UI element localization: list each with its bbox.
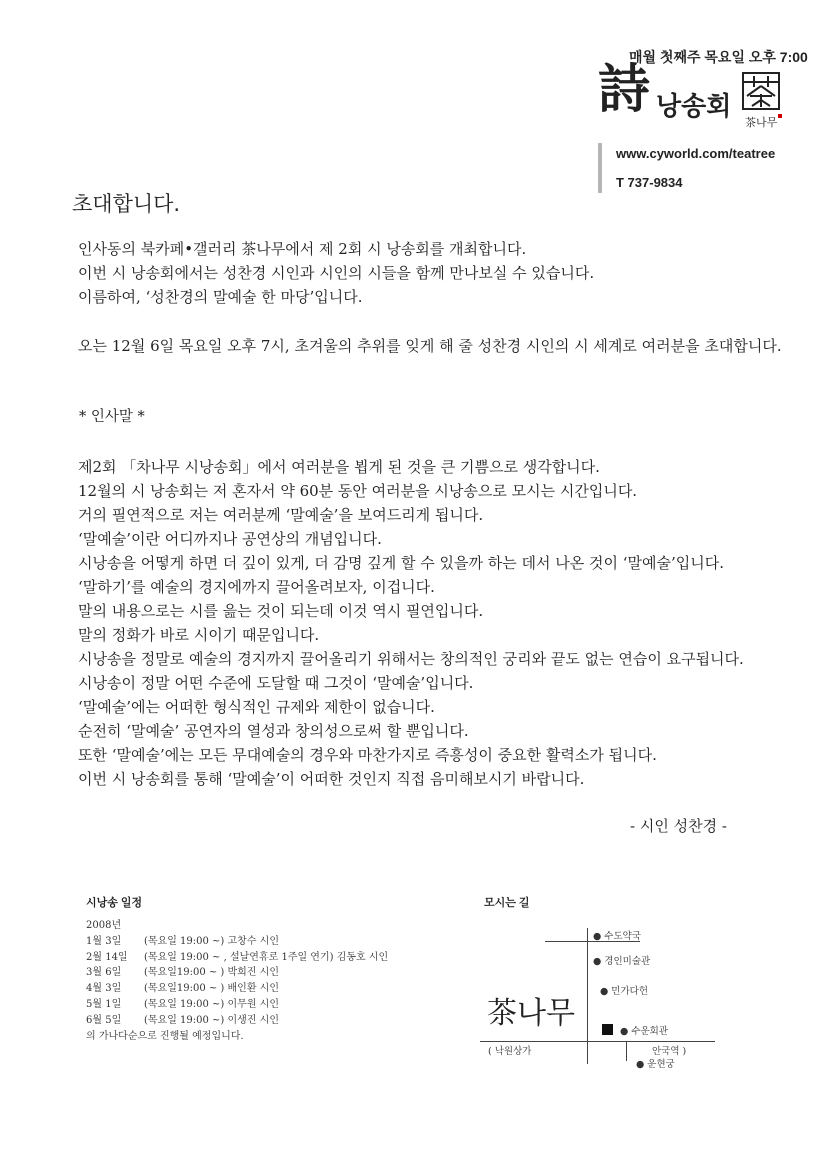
- map-brand-label: 茶나무: [487, 996, 575, 1031]
- greeting-line: 제2회 「차나무 시낭송회」에서 여러분을 뵙게 된 것을 큰 기쁨으로 생각합니다.: [78, 458, 600, 476]
- map-label-hall: ● 수운회관: [620, 1026, 669, 1037]
- intro-line: 이름하여, ‘성찬경의 말예술 한 마당’입니다.: [78, 288, 363, 306]
- schedule-row: [86, 981, 388, 997]
- brand-name: 茶나무: [745, 114, 782, 130]
- schedule-note: 의 가나다순으로 진행될 예정입니다.: [86, 1030, 244, 1042]
- greeting-line: 순전히 ‘말예술’ 공연자의 열성과 창의성으로써 할 뿐입니다.: [78, 722, 469, 740]
- schedule-detail: (목요일 19:00 ~) 이무원 시인: [144, 998, 279, 1010]
- invitation-intro: [78, 237, 594, 309]
- schedule-detail: (목요일19:00 ~ ) 배인환 시인: [144, 983, 279, 995]
- schedule-row: [86, 1013, 388, 1029]
- map-label-anguk: 안국역 ): [652, 1046, 687, 1057]
- schedule-row: [86, 934, 388, 950]
- schedule-detail: (목요일 19:00 ~ , 설날연휴로 1주일 연기) 김동호 시인: [144, 951, 389, 963]
- greeting-line: 말의 정화가 바로 시이기 때문입니다.: [78, 626, 320, 644]
- schedule-date: 5월 1일: [86, 998, 122, 1010]
- tea-tree-location-marker: [602, 1024, 613, 1035]
- logo-poem-character: 詩: [598, 59, 651, 120]
- phone-number: T 737-9834: [616, 175, 683, 190]
- schedule-list: [86, 918, 388, 1044]
- website-url[interactable]: www.cyworld.com/teatree: [616, 146, 776, 161]
- greeting-line: ‘말예술’이란 어디까지나 공연상의 개념입니다.: [78, 530, 382, 548]
- greeting-heading: * 인사말 *: [79, 409, 145, 425]
- map-road: [587, 928, 588, 1064]
- greeting-line: 또한 ‘말예술’에는 모든 무대예술의 경우와 마찬가지로 즉흥성이 중요한 활력소가 됩니다.: [78, 746, 657, 764]
- invitation-heading: 초대합니다.: [72, 192, 181, 216]
- greeting-body: [78, 455, 744, 791]
- greeting-line: 12월의 시 낭송회는 저 혼자서 약 60분 동안 여러분을 시낭송으로 모시는 시간입니다.: [78, 482, 638, 500]
- schedule-title: 시낭송 일정: [86, 897, 143, 909]
- intro-line: 인사동의 북카페•갤러리 茶나무에서 제 2회 시 낭송회를 개최합니다.: [78, 240, 527, 258]
- map-road: [626, 1041, 627, 1061]
- schedule-date: 4월 3일: [86, 983, 122, 995]
- schedule-date: 6월 5일: [86, 1014, 122, 1026]
- schedule-year: 2008년: [86, 920, 122, 931]
- schedule-detail: (목요일 19:00 ~) 이생진 시인: [144, 1014, 279, 1026]
- greeting-line: 시낭송이 정말 어떤 수준에 도달할 때 그것이 ‘말예술’입니다.: [78, 674, 474, 692]
- contact-divider: [598, 143, 602, 193]
- map-road: [480, 1041, 715, 1042]
- greeting-line: 시낭송을 정말로 예술의 경지까지 끌어올리기 위해서는 창의적인 궁리와 끝도 없는 연습이 요구됩니다.: [78, 650, 744, 668]
- map-label-nakwon: ( 낙원상가: [488, 1046, 532, 1057]
- greeting-line: 말의 내용으로는 시를 읊는 것이 되는데 이것 역시 필연입니다.: [78, 602, 484, 620]
- logo-title: 낭송회: [656, 92, 732, 122]
- map-label-unhyeongung: ● 운현궁: [636, 1059, 675, 1070]
- schedule-date: 1월 3일: [86, 935, 122, 947]
- greeting-line: ‘말예술’에는 어떠한 형식적인 규제와 제한이 없습니다.: [78, 698, 435, 716]
- intro-line: 이번 시 낭송회에서는 성찬경 시인과 시인의 시들을 함께 만나보실 수 있습니다.: [78, 264, 595, 282]
- greeting-line: ‘말하기’를 예술의 경지에까지 끌어올려보자, 이겁니다.: [78, 578, 435, 596]
- greeting-line: 이번 시 낭송회를 통해 ‘말예술’이 어떠한 것인지 직접 음미해보시기 바랍니다.: [78, 770, 585, 788]
- map-label-pharmacy: ● 수도약국: [593, 931, 642, 942]
- schedule-row: [86, 997, 388, 1013]
- meeting-schedule: 매월 첫째주 목요일 오후 7:00: [629, 49, 808, 65]
- map-label-gallery: ● 경인미술관: [593, 956, 651, 967]
- event-date-line: 오는 12월 6일 목요일 오후 7시, 초겨울의 추위를 잊게 해 줄 성찬경 시인의 시 세계로 여러분을 초대합니다.: [78, 337, 782, 355]
- schedule-date: 3월 6일: [86, 967, 122, 979]
- greeting-line: 시낭송을 어떻게 하면 더 깊이 있게, 더 감명 깊게 할 수 있을까 하는 데서 나온 것이 ‘말예술’입니다.: [78, 554, 724, 572]
- location-map: [480, 926, 760, 1076]
- signature: - 시인 성찬경 -: [630, 817, 727, 835]
- schedule-row: [86, 950, 388, 966]
- map-label-teahouse: ● 민가다헌: [600, 986, 649, 997]
- schedule-row: [86, 965, 388, 981]
- schedule-date: 2월 14일: [86, 951, 128, 963]
- brand-dot-icon: [778, 114, 782, 118]
- tea-tree-logo-icon: [742, 72, 780, 110]
- directions-title: 모시는 길: [484, 897, 530, 909]
- schedule-detail: (목요일 19:00 ~) 고창수 시인: [144, 935, 279, 947]
- schedule-detail: (목요일19:00 ~ ) 박희진 시인: [144, 967, 279, 979]
- greeting-line: 거의 필연적으로 저는 여러분께 ‘말예술’을 보여드리게 됩니다.: [78, 506, 484, 524]
